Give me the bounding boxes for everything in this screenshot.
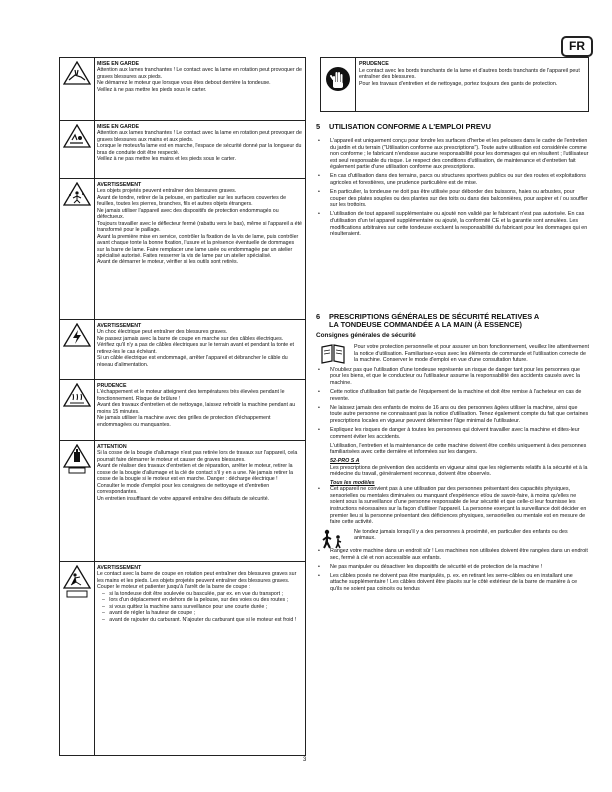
list-item: • Rangez votre machine dans un endroit sûr ! Les machines non utilisées doivent être rangées dans un endroit sec, fermé à clé et non accessible aux enfants. (316, 548, 590, 561)
list-item: • Ne laissez jamais des enfants de moins de 16 ans ou des personnes âgées utiliser la machine, ainsi que toute autre personne ne connaissant pas la notice d'utilisation. Tenez également compte du fait que certaines prescriptions locales en vigueur peuvent déterminer l'âge minimal de l'utilisateur. (316, 405, 590, 425)
electric-shock-icon (63, 323, 91, 347)
section-6-subheading: Consignes générales de sécurité (316, 332, 416, 339)
section-5-heading: 5 UTILISATION CONFORME A L'EMPLOI PREVU (316, 122, 492, 131)
section-5-body (316, 138, 590, 240)
section-6-heading: 6 PRESCRIPTIONS GÉNÉRALES DE SÉCURITÉ RELATIVES A LA TONDEUSE COMMANDÉE A LA MAIN (À ESSENCE) (316, 312, 540, 330)
keep-bystanders-away-icon (320, 529, 346, 549)
list-item: • Les câbles posés ne doivent pas être manipulés, p. ex. en retirant les serre-câbles ou en installant une attache supplémentaire ! Les câbles doivent être placés sur le côté extérieur de la barre de manière à ce qu'ils ne soient pas coincés ou tendus (316, 573, 590, 593)
glove-icon (325, 64, 351, 94)
warning-title: MISE EN GARDE (97, 61, 140, 67)
list-item: • Ne pas manipuler ou désactiver les dispositifs de sécurité et de protection de la machine ! (316, 564, 590, 571)
warning-box-1: MISE EN GARDE Attention aux lames tranchantes ! Le contact avec la lame en rotation peut provoquer de graves blessures aux pieds. Ne démarrez le moteur que lorsque vous êtes debout derrière la tondeuse. Veillez à ne pas mettre les pieds sous le carter. (60, 58, 305, 121)
warning-title: AVERTISSEMENT (97, 565, 142, 571)
list-item: • L'utilisation de tout appareil supplémentaire ou ajouté non validé par le fabricant n'est pas autorisée. En cas d'utilisation d'un tel appareil supplémentaire ou ajouté, la conformité CE et la garantie sont annulées. Les modifications arbitraires sur cette tondeuse excluent la responsabilité du fabricant pour les dommages qui en résulteraient. (316, 211, 590, 237)
list-item: • En particulier, la tondeuse ne doit pas être utilisée pour déborder des buissons, haies ou arbustes, pour couper des plates souples ou des plantes sur des toits ou dans des balconnières, pour aspirer et / ou souffler sur les trottoirs. (316, 189, 590, 209)
warning-box-7: AVERTISSEMENT Le contact avec la barre de coupe en rotation peut entraîner des blessures graves sur les mains et les pieds. Les objets projetés peuvent entraîner des blessures graves. Couper le moteur et patienter jusqu'à l'arrêt de la barre de coupe : – si la tondeuse doit être soulevée ou basculée, par ex. en vue du transport ; – lors d'un déplacement en dehors de la pelouse, sur des voies ou des routes ; – si vous quittez la machine sans surveillance pour une courte durée ; – avant de régler la hauteur de coupe ; – avant de rajouter du carburant. N'ajouter du carburant que si le moteur est froid ! (60, 562, 305, 755)
list-item: • Cette notice d'utilisation fait partie de l'équipement de la machine et doit être remise à l'acheteur en cas de revente. (316, 389, 590, 402)
warning-title: ATTENTION (97, 444, 127, 450)
caution-box-gloves: PRUDENCE Le contact avec les bords tranchants de la lame et d'autres bords tranchants de l'appareil peut entraîner des blessures. Pour les travaux d'entretien et de nettoyage, portez toujours des gants de protection. (320, 57, 589, 112)
warning-title: AVERTISSEMENT (97, 323, 142, 329)
caution-title: PRUDENCE (359, 61, 389, 67)
warning-box-5: PRUDENCE L'échappement et le moteur atteignent des températures très élevées pendant le fonctionnement. Risque de brûlure ! Avant des travaux d'entretien et de nettoyage, laissez refroidir la machine pendant au moins 15 minutes. Ne jamais utiliser la machine avec des grilles de protection d'échappement endommagées ou manquantes. (60, 380, 305, 441)
warning-box-3: AVERTISSEMENT Les objets projetés peuvent entraîner des blessures graves. Avant de tondre, retirer de la pelouse, en particulier sur les surfaces couvertes de feuilles, toutes les pierres, branches, fils et autres objets étrangers. Ne jamais utiliser l'appareil avec des dispositifs de protection endommagés ou défectueux. Toujours travailler avec le déflecteur fermé (rabattu vers le bas), même si l'appareil a été transformé pour le paillage. Avant la première mise en service, contrôler la fixation de la vis de lame, puis contrôler avant chaque tonte la bonne fixation, l'usure et la présence éventuelle de dommages sur la barre de lame. Faire remplacer une lame usée ou endommagée par un atelier spécialisé autorisé. Faites resserrer la vis de lame par un atelier spécialisé. Avant de démarrer le moteur, vérifier si les outils sont retirés. (60, 179, 305, 320)
warning-title: PRUDENCE (97, 383, 127, 389)
section-6-body: Pour votre protection personnelle et pour assurer un bon fonctionnement, veuillez lire attentivement la notice d'utilisation. Familiarisez-vous avec les éléments de commande et l'utilisation correcte de la machine. Conserver le mode d'emploi en vue d'une consultation future. • N'oubliez pas que l'utilisation d'une tondeuse représente un risque de danger tant pour les personnes que pour les biens, et que le conducteur ou l'utilisateur assume la responsabilité des accidents causés avec la machine. • Cette notice d'utilisation fait partie de l'équipement de la machine et doit être remise à l'acheteur en cas de revente. • Ne laissez jamais des enfants de moins de 16 ans ou des personnes âgées utiliser la machine, ainsi que toute autre personne ne connaissant pas la notice d'utilisation. Tenez également compte du fait que certaines prescriptions locales en vigueur peuvent déterminer l'âge minimal de l'utilisateur. • Expliquez les risques de danger à toutes les personnes qui doivent travailler avec la machine et dites-leur comment éviter les accidents. L'utilisation, l'entretien et la maintenance de cette machine doivent être confiés uniquement à des personnes familiarisées avec cette dernière et informées sur les dangers. 52-PRO S A Les prescriptions de prévention des accidents en vigueur ainsi que les règlements relatifs à la sécurité et à la médecine du travail, généralement reconnus, doivent être observés. Tous les modèles • Cet appareil ne convient pas à une utilisation par des personnes présentant des capacités physiques, sensorielles ou mentales diminuées ou manquant d'expérience et/ou de savoir-faire, à moins qu'elles ne soient sous la surveillance d'une personne responsable de leur sécurité et que celle-ci leur fournisse les instructions nécessaires sur la façon d'utiliser l'appareil. La personne exerçant la surveillance doit décider en premier lieu si la personne présentant des déficiences physiques, sensorielles ou mentale est en mesure de faire cette activité. Ne tondez jamais lorsqu'il y a des personnes à proximité, en particulier des enfants ou des animaux. • Rangez votre machine dans un endroit sûr ! Les machines non utilisées doivent être rangées dans un endroit sec, fermé à clé et non accessible aux enfants. • Ne pas manipuler ou désactiver les dispositifs de sécurité et de protection de la machine ! • Les câbles posés ne doivent pas être manipulés, p. ex. en retirant les serre-câbles ou en installant une attache supplémentaire ! Les câbles doivent être placés sur le côté extérieur de la barre de manière à ce qu'ils ne soient pas coincés ou tendus (316, 344, 590, 595)
list-item: • Expliquez les risques de danger à toutes les personnes qui doivent travailler avec la machine et dites-leur comment éviter les accidents. (316, 427, 590, 440)
manual-book-icon (320, 344, 346, 364)
list-item: • Cet appareil ne convient pas à une utilisation par des personnes présentant des capacités physiques, sensorielles ou mentales diminuées ou manquant d'expérience et/ou de savoir-faire, à moins qu'elles ne soient sous la surveillance d'une personne responsable de leur sécurité et que celle-ci leur fournisse les instructions nécessaires sur la façon d'utiliser l'appareil. La personne exerçant la surveillance doit décider en premier lieu si la personne présentant des déficiences physiques, sensorielles ou mentale est en mesure de faire cette activité. (316, 486, 590, 526)
list-item: • N'oubliez pas que l'utilisation d'une tondeuse représente un risque de danger tant pour les personnes que pour les biens, et que le conducteur ou l'utilisateur assume la responsabilité des accidents causés avec la machine. (316, 367, 590, 387)
all-models-label: Tous les modèles (330, 479, 375, 486)
model-label: 52-PRO S A (330, 457, 360, 464)
blade-hand-warning-icon (63, 124, 91, 148)
warning-title: MISE EN GARDE (97, 124, 140, 130)
rotating-blade-stop-icon (63, 565, 91, 599)
warning-title: AVERTISSEMENT (97, 182, 142, 188)
list-item: • L'appareil est uniquement conçu pour tondre les surfaces d'herbe et les pelouses dans le cadre de l'entretien du jardin et du terrain ("Utilisation conforme aux prescriptions"). Toute autre utilisation est considérée comme non conforme ; le fabricant n'endosse aucune responsabilité pour les dommages qui en résultent ; l'utilisateur est seul responsable du risque. Le respect des conditions d'utilisation, de maintenance et d'entretien fait également partie d'une utilisation conforme aux prescriptions. (316, 138, 590, 171)
list-item: • En cas d'utilisation dans des terrains, parcs ou structures sportives publics ou sur des routes et exploitations agricoles et forestières, une prudence particulière est de mise. (316, 173, 590, 186)
spark-plug-manual-icon (63, 444, 91, 474)
warning-box-2: MISE EN GARDE Attention aux lames tranchantes ! Le contact avec la lame en rotation peut provoquer de graves blessures aux mains et aux pieds. Lorsque le moteur/la lame est en marche, l'espace de sécurité donné par la longueur du bras de conduite doit être respecté. Veillez à ne pas mettre les mains et les pieds sous le carter. (60, 121, 305, 179)
warning-box-4: AVERTISSEMENT Un choc électrique peut entraîner des blessures graves. Ne passez jamais avec la barre de coupe en marche sur des câbles électriques. Vérifiez qu'il n'y a pas de câbles électriques sur le terrain avant et pendant la tonte et retirez-les le cas échéant. Si un câble électrique est endommagé, arrêter l'appareil et débrancher le câble du réseau d'alimentation. (60, 320, 305, 380)
hot-surface-icon (63, 383, 91, 407)
warning-table (59, 57, 306, 756)
language-badge: FR (561, 36, 593, 57)
page-number: 3 (303, 757, 307, 763)
warning-box-6: ATTENTION Si la cosse de la bougie d'allumage n'est pas retirée lors de travaux sur l'appareil, cela pourrait faire démarrer le moteur et causer de graves blessures. Avant de réaliser des travaux d'entretien et de réparation, arrêter le moteur, retirer la cosse de la bougie d'allumage et la clé de contact s'il y en a une. Ne jamais retirer la cosse de la bougie si le moteur est en marche. Danger : décharge électrique ! Consulter le mode d'emploi pour les consignes de nettoyage et d'entretien correspondantes. Un entretien insuffisant de votre appareil entraîne des défauts de sécurité. (60, 441, 305, 562)
projected-objects-icon (63, 182, 91, 206)
blade-feet-warning-icon (63, 61, 91, 85)
